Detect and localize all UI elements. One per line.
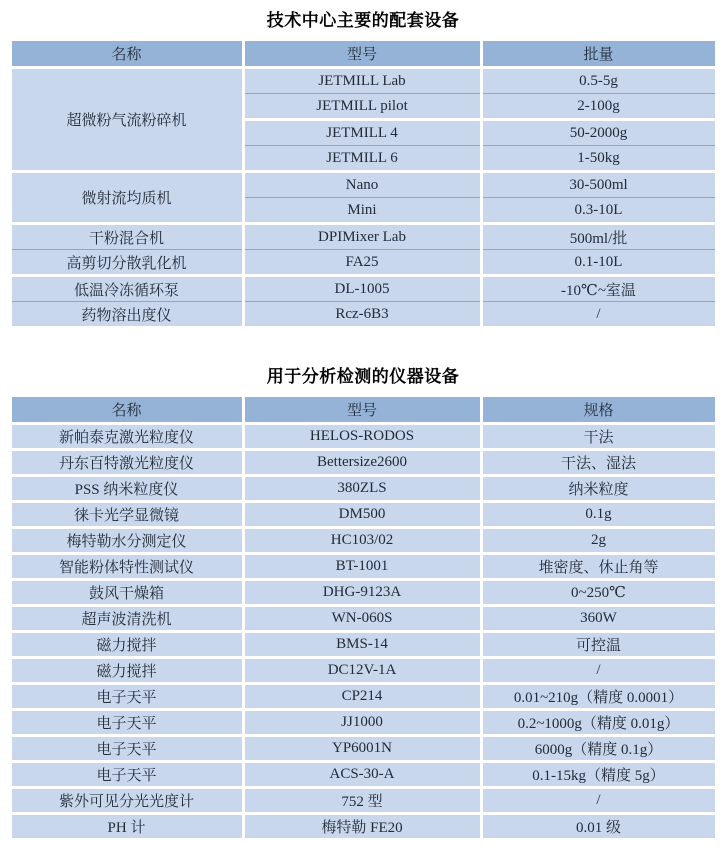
cell-batch: 2-100g <box>481 94 716 120</box>
cell-model: ACS-30-A <box>243 762 481 788</box>
cell-model: WN-060S <box>243 606 481 632</box>
cell-model: JETMILL pilot <box>243 94 481 120</box>
cell-spec: 6000g（精度 0.1g） <box>481 736 716 762</box>
table-row <box>10 224 716 250</box>
cell-instrument-name: PSS 纳米粒度仪 <box>10 476 243 502</box>
cell-equipment-name: 干粉混合机 <box>10 224 243 250</box>
table-row <box>10 710 716 736</box>
cell-batch: 1-50kg <box>481 146 716 172</box>
cell-instrument-name: 磁力搅拌 <box>10 658 243 684</box>
cell-batch: 0.5-5g <box>481 68 716 94</box>
table-row <box>10 736 716 762</box>
cell-model: 752 型 <box>243 788 481 814</box>
cell-instrument-name: 梅特勒水分测定仪 <box>10 528 243 554</box>
cell-model: Nano <box>243 172 481 198</box>
cell-model: DM500 <box>243 502 481 528</box>
cell-batch: 0.1-10L <box>481 250 716 276</box>
cell-instrument-name: 智能粉体特性测试仪 <box>10 554 243 580</box>
cell-spec: 干法、湿法 <box>481 450 716 476</box>
column-header-spec: 规格 <box>481 396 716 424</box>
analysis-instruments-table <box>9 394 718 841</box>
cell-model: JJ1000 <box>243 710 481 736</box>
cell-model: Bettersize2600 <box>243 450 481 476</box>
table-row <box>10 684 716 710</box>
cell-spec: / <box>481 658 716 684</box>
table-row <box>10 788 716 814</box>
cell-equipment-name: 超微粉气流粉碎机 <box>10 68 243 172</box>
table-row <box>10 172 716 198</box>
cell-model: DPIMixer Lab <box>243 224 481 250</box>
cell-instrument-name: PH 计 <box>10 814 243 840</box>
cell-model: DC12V-1A <box>243 658 481 684</box>
analysis-instruments-table-title: 用于分析检测的仪器设备 <box>266 367 460 386</box>
cell-spec: 2g <box>481 528 716 554</box>
main-equipment-table <box>9 38 718 329</box>
cell-batch: / <box>481 302 716 328</box>
cell-model: FA25 <box>243 250 481 276</box>
cell-model: DL-1005 <box>243 276 481 302</box>
cell-instrument-name: 电子天平 <box>10 736 243 762</box>
cell-model: JETMILL 6 <box>243 146 481 172</box>
column-header-name: 名称 <box>10 396 243 424</box>
cell-instrument-name: 鼓风干燥箱 <box>10 580 243 606</box>
cell-model: BMS-14 <box>243 632 481 658</box>
cell-model: BT-1001 <box>243 554 481 580</box>
cell-equipment-name: 药物溶出度仪 <box>10 302 243 328</box>
cell-instrument-name: 丹东百特激光粒度仪 <box>10 450 243 476</box>
cell-instrument-name: 新帕泰克激光粒度仪 <box>10 424 243 450</box>
column-header-model: 型号 <box>243 396 481 424</box>
cell-model: YP6001N <box>243 736 481 762</box>
cell-instrument-name: 超声波清洗机 <box>10 606 243 632</box>
cell-equipment-name: 微射流均质机 <box>10 172 243 224</box>
table-row <box>10 450 716 476</box>
table-row <box>10 580 716 606</box>
cell-spec: 0.01~210g（精度 0.0001） <box>481 684 716 710</box>
table-row <box>10 502 716 528</box>
cell-model: CP214 <box>243 684 481 710</box>
cell-spec: 纳米粒度 <box>481 476 716 502</box>
table-row <box>10 250 716 276</box>
cell-spec: 0.2~1000g（精度 0.01g） <box>481 710 716 736</box>
table-row <box>10 68 716 94</box>
cell-model: 380ZLS <box>243 476 481 502</box>
cell-spec: 干法 <box>481 424 716 450</box>
cell-spec: 0.01 级 <box>481 814 716 840</box>
cell-model: Rcz-6B3 <box>243 302 481 328</box>
table-row <box>10 276 716 302</box>
table-header-row <box>10 40 716 68</box>
cell-instrument-name: 电子天平 <box>10 762 243 788</box>
cell-instrument-name: 电子天平 <box>10 710 243 736</box>
cell-equipment-name: 低温冷冻循环泵 <box>10 276 243 302</box>
cell-equipment-name: 高剪切分散乳化机 <box>10 250 243 276</box>
table-header-row <box>10 396 716 424</box>
cell-model: Mini <box>243 198 481 224</box>
table-row <box>10 424 716 450</box>
cell-batch: 0.3-10L <box>481 198 716 224</box>
cell-model: JETMILL Lab <box>243 68 481 94</box>
column-header-name: 名称 <box>10 40 243 68</box>
table-row <box>10 302 716 328</box>
cell-spec: 360W <box>481 606 716 632</box>
column-header-model: 型号 <box>243 40 481 68</box>
cell-batch: 30-500ml <box>481 172 716 198</box>
cell-spec: 0~250℃ <box>481 580 716 606</box>
main-equipment-table-title: 技术中心主要的配套设备 <box>266 11 460 30</box>
cell-batch: -10℃~室温 <box>481 276 716 302</box>
table-row <box>10 554 716 580</box>
table-row <box>10 632 716 658</box>
cell-spec: 0.1-15kg（精度 5g） <box>481 762 716 788</box>
table-row <box>10 528 716 554</box>
table-row <box>10 814 716 840</box>
cell-model: 梅特勒 FE20 <box>243 814 481 840</box>
table-row <box>10 606 716 632</box>
cell-instrument-name: 徕卡光学显微镜 <box>10 502 243 528</box>
cell-spec: / <box>481 788 716 814</box>
table-row <box>10 476 716 502</box>
cell-instrument-name: 磁力搅拌 <box>10 632 243 658</box>
cell-model: DHG-9123A <box>243 580 481 606</box>
cell-model: JETMILL 4 <box>243 120 481 146</box>
cell-spec: 可控温 <box>481 632 716 658</box>
table-row <box>10 658 716 684</box>
cell-spec: 堆密度、休止角等 <box>481 554 716 580</box>
cell-batch: 500ml/批 <box>481 224 716 250</box>
cell-instrument-name: 电子天平 <box>10 684 243 710</box>
cell-instrument-name: 紫外可见分光光度计 <box>10 788 243 814</box>
cell-model: HC103/02 <box>243 528 481 554</box>
cell-spec: 0.1g <box>481 502 716 528</box>
cell-model: HELOS-RODOS <box>243 424 481 450</box>
column-header-batch: 批量 <box>481 40 716 68</box>
cell-batch: 50-2000g <box>481 120 716 146</box>
table-row <box>10 762 716 788</box>
